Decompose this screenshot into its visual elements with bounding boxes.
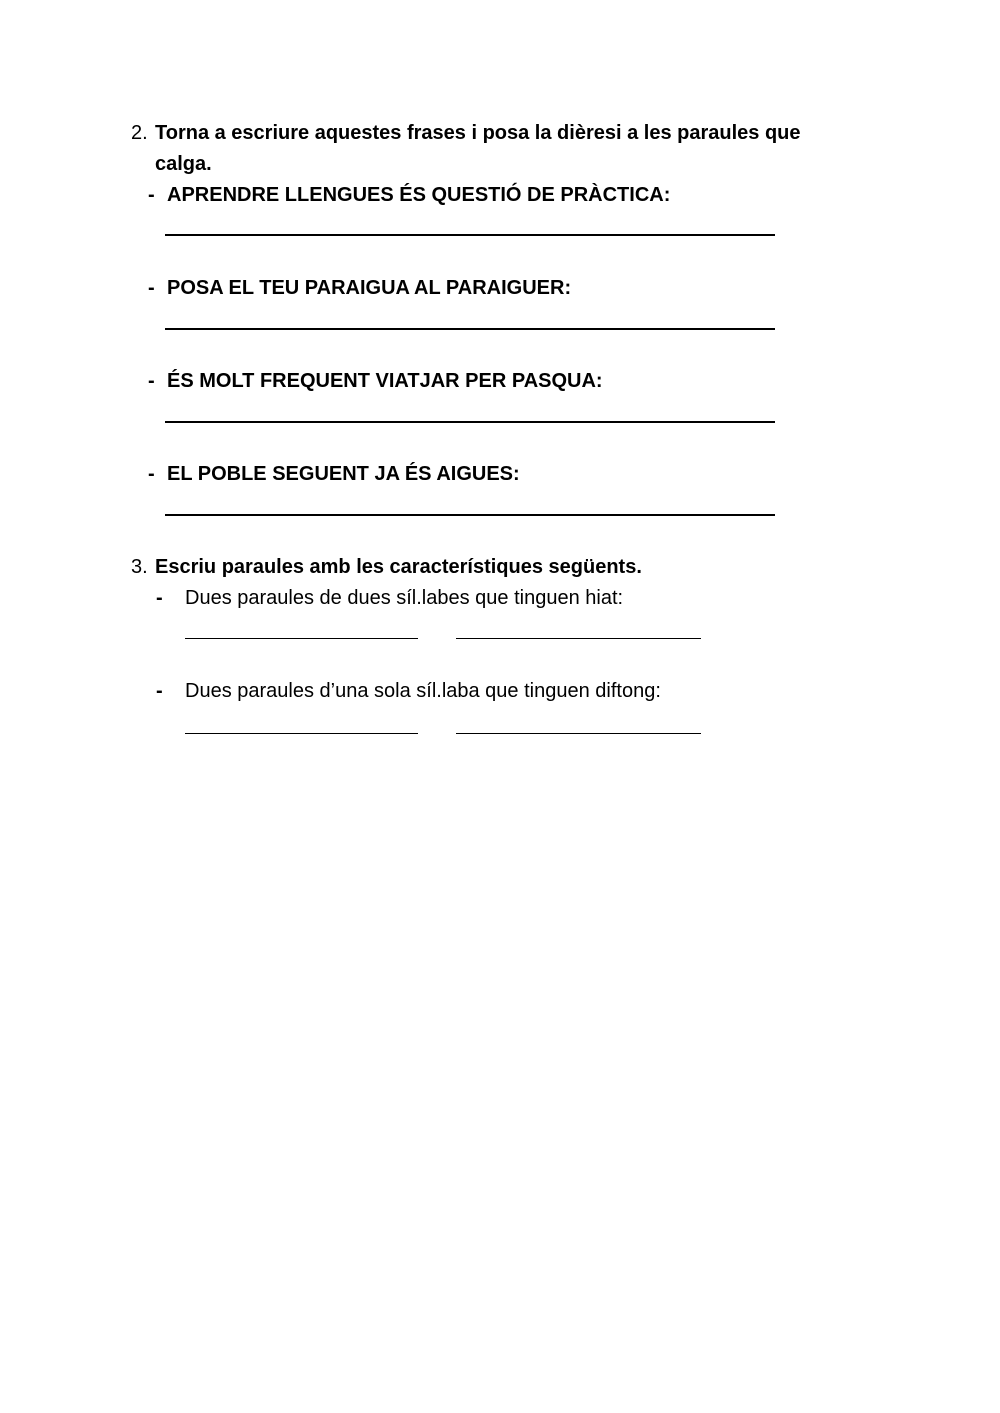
- exercise-2-instruction-line2: calga.: [155, 153, 212, 175]
- exercise-3-number: 3.: [131, 556, 148, 578]
- exercise-3-item-2-dash: -: [156, 680, 163, 702]
- answer-line-6a[interactable]: [185, 733, 418, 734]
- answer-line-4[interactable]: [165, 514, 775, 516]
- answer-line-6b[interactable]: [456, 733, 701, 734]
- exercise-2-instruction-line1: Torna a escriure aquestes frases i posa la dièresi a les paraules que: [155, 122, 801, 144]
- exercise-2-item-1-dash: -: [148, 184, 155, 206]
- answer-line-3[interactable]: [165, 421, 775, 423]
- exercise-2-item-1-text: APRENDRE LLENGUES ÉS QUESTIÓ DE PRÀCTICA:: [167, 184, 671, 206]
- answer-line-1[interactable]: [165, 234, 775, 236]
- exercise-2-item-2-text: POSA EL TEU PARAIGUA AL PARAIGUER:: [167, 277, 572, 299]
- exercise-3-item-1-dash: -: [156, 587, 163, 609]
- answer-line-5b[interactable]: [456, 638, 701, 639]
- exercise-3-item-1-text: Dues paraules de dues síl.labes que tinguen hiat:: [185, 587, 624, 609]
- exercise-3-instruction: Escriu paraules amb les característiques següents.: [155, 556, 642, 578]
- exercise-3-item-2-text: Dues paraules d’una sola síl.laba que tinguen diftong:: [185, 680, 661, 702]
- exercise-2-number: 2.: [131, 122, 148, 144]
- exercise-2-item-4-dash: -: [148, 463, 155, 485]
- exercise-2-item-2-dash: -: [148, 277, 155, 299]
- exercise-2-item-3-text: ÉS MOLT FREQUENT VIATJAR PER PASQUA:: [167, 370, 603, 392]
- exercise-2-item-4-text: EL POBLE SEGUENT JA ÉS AIGUES:: [167, 463, 520, 485]
- exercise-2-item-3-dash: -: [148, 370, 155, 392]
- answer-line-2[interactable]: [165, 328, 775, 330]
- answer-line-5a[interactable]: [185, 638, 418, 639]
